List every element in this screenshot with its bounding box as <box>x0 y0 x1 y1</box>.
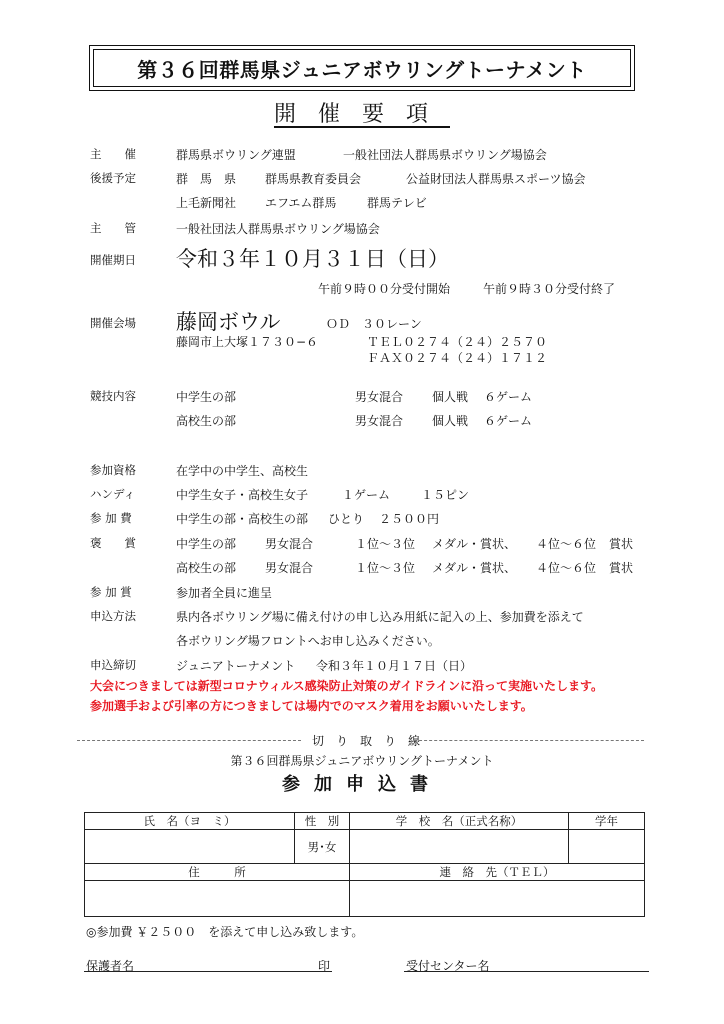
gender-field[interactable]: 男･女 <box>295 830 350 864</box>
application-form-table <box>84 812 645 917</box>
manager-label: 主 管 <box>90 221 136 235</box>
application-line-1: 県内各ボウリング場に備え付けの申し込み用紙に記入の上、参加費を添えて <box>176 610 584 624</box>
fee-per: ひとり <box>328 512 365 526</box>
handicap-pins: １５ピン <box>421 488 470 502</box>
venue-lanes: ＯＤ ３０レーン <box>326 317 422 331</box>
document-title: 第３６回群馬県ジュニアボウリングトーナメント <box>93 49 631 87</box>
fee-note: ◎参加費 ￥２５００ を添えて申し込み致します。 <box>86 925 364 939</box>
date-label: 開催期日 <box>90 253 136 267</box>
award-2-top: １位〜３位 <box>355 561 416 575</box>
deadline-event: ジュニアトーナメント <box>176 659 296 673</box>
name-field[interactable] <box>85 830 295 864</box>
application-label: 申込方法 <box>90 609 136 623</box>
title-box <box>89 45 635 91</box>
organizer-1: 群馬県ボウリング連盟 <box>176 148 296 162</box>
award-1-top-prize: メダル・賞状、 <box>432 537 517 551</box>
venue-name: 藤岡ボウル <box>176 310 281 334</box>
guardian-label: 保護者名 <box>86 959 135 973</box>
guardian-underline[interactable] <box>84 971 332 972</box>
award-2-division: 高校生の部 <box>176 561 237 575</box>
support-5: エフエム群馬 <box>265 196 337 210</box>
header-contact: 連 絡 先（ＴＥＬ） <box>350 864 645 881</box>
venue-address: 藤岡市上大塚１７３０−６ <box>176 335 319 349</box>
event-2-division: 高校生の部 <box>176 414 237 428</box>
event-1-gender: 男女混合 <box>355 390 404 404</box>
fee-target: 中学生の部・高校生の部 <box>176 512 309 526</box>
award-1-division: 中学生の部 <box>176 537 237 551</box>
award-2-top-prize: メダル・賞状、 <box>432 561 517 575</box>
form-heading: 参加申込書 <box>282 774 442 795</box>
application-line-2: 各ボウリング場フロントへお申し込みください。 <box>176 634 440 648</box>
contact-field[interactable] <box>350 881 645 917</box>
seal-label: 印 <box>318 959 331 973</box>
handicap-target: 中学生女子・高校生女子 <box>176 488 309 502</box>
handicap-label: ハンディ <box>90 487 136 501</box>
cut-line-label: 切 り 取 り 線 <box>312 734 421 748</box>
header-name: 氏 名（ヨ ミ） <box>85 813 295 830</box>
cut-line-left <box>77 740 301 741</box>
deadline-label: 申込締切 <box>90 658 136 672</box>
participation-prize-value: 参加者全員に進呈 <box>176 586 273 600</box>
venue-fax: ＦＡＸ０２７４（２４）１７１２ <box>367 351 548 365</box>
award-1-next-prize: 賞状 <box>609 537 634 551</box>
award-1-next: ４位〜６位 <box>536 537 597 551</box>
event-2-games: ６ゲーム <box>484 414 533 428</box>
organizer-2: 一般社団法人群馬県ボウリング場協会 <box>343 148 547 162</box>
support-1: 群 馬 県 <box>176 172 237 186</box>
cut-line-right <box>414 740 644 741</box>
reception-center-label: 受付センター名 <box>406 959 490 973</box>
notice-1: 大会につきましては新型コロナウィルス感染防止対策のガイドラインに沿って実施いたします。 <box>90 679 604 693</box>
award-1-top: １位〜３位 <box>355 537 416 551</box>
event-2-format: 個人戦 <box>432 414 469 428</box>
date-value: 令和３年１０月３１日（日） <box>176 247 449 271</box>
deadline-value: 令和３年１０月１７日（日） <box>316 659 473 673</box>
support-4: 上毛新聞社 <box>176 196 237 210</box>
venue-tel: ＴＥＬ０２７４（２４）２５７０ <box>367 335 548 349</box>
eligibility-label: 参加資格 <box>90 463 136 477</box>
fee-label: 参 加 費 <box>90 511 132 525</box>
support-3: 公益財団法人群馬県スポーツ協会 <box>406 172 586 186</box>
reception-center-underline[interactable] <box>404 971 649 972</box>
participation-prize-label: 参 加 賞 <box>90 585 132 599</box>
support-2: 群馬県教育委員会 <box>265 172 362 186</box>
support-label: 後援予定 <box>90 171 136 185</box>
manager-value: 一般社団法人群馬県ボウリング場協会 <box>176 222 380 236</box>
events-label: 競技内容 <box>90 389 136 403</box>
event-1-division: 中学生の部 <box>176 390 237 404</box>
venue-label: 開催会場 <box>90 316 136 330</box>
reception-start: 午前９時００分受付開始 <box>318 282 451 296</box>
event-2-gender: 男女混合 <box>355 414 404 428</box>
address-field[interactable] <box>85 881 350 917</box>
reception-end: 午前９時３０分受付終了 <box>483 282 616 296</box>
handicap-games: １ゲーム <box>342 488 391 502</box>
header-school: 学 校 名（正式名称） <box>350 813 569 830</box>
header-address: 住 所 <box>85 864 350 881</box>
awards-label: 褒 賞 <box>90 536 136 550</box>
organizer-label: 主 催 <box>90 147 136 161</box>
notice-2: 参加選手および引率の方につきましては場内でのマスク着用をお願いいたします。 <box>90 699 533 713</box>
award-2-gender: 男女混合 <box>265 561 314 575</box>
eligibility-value: 在学中の中学生、高校生 <box>176 464 309 478</box>
school-field[interactable] <box>350 830 569 864</box>
event-1-games: ６ゲーム <box>484 390 533 404</box>
award-1-gender: 男女混合 <box>265 537 314 551</box>
header-gender: 性 別 <box>295 813 350 830</box>
grade-field[interactable] <box>569 830 645 864</box>
award-2-next: ４位〜６位 <box>536 561 597 575</box>
form-event-title: 第３６回群馬県ジュニアボウリングトーナメント <box>230 754 494 768</box>
support-6: 群馬テレビ <box>367 196 427 210</box>
event-1-format: 個人戦 <box>432 390 469 404</box>
section-heading: 開催要項 <box>273 102 450 127</box>
award-2-next-prize: 賞状 <box>609 561 634 575</box>
fee-amount: ２５００円 <box>379 512 440 526</box>
header-grade: 学年 <box>569 813 645 830</box>
